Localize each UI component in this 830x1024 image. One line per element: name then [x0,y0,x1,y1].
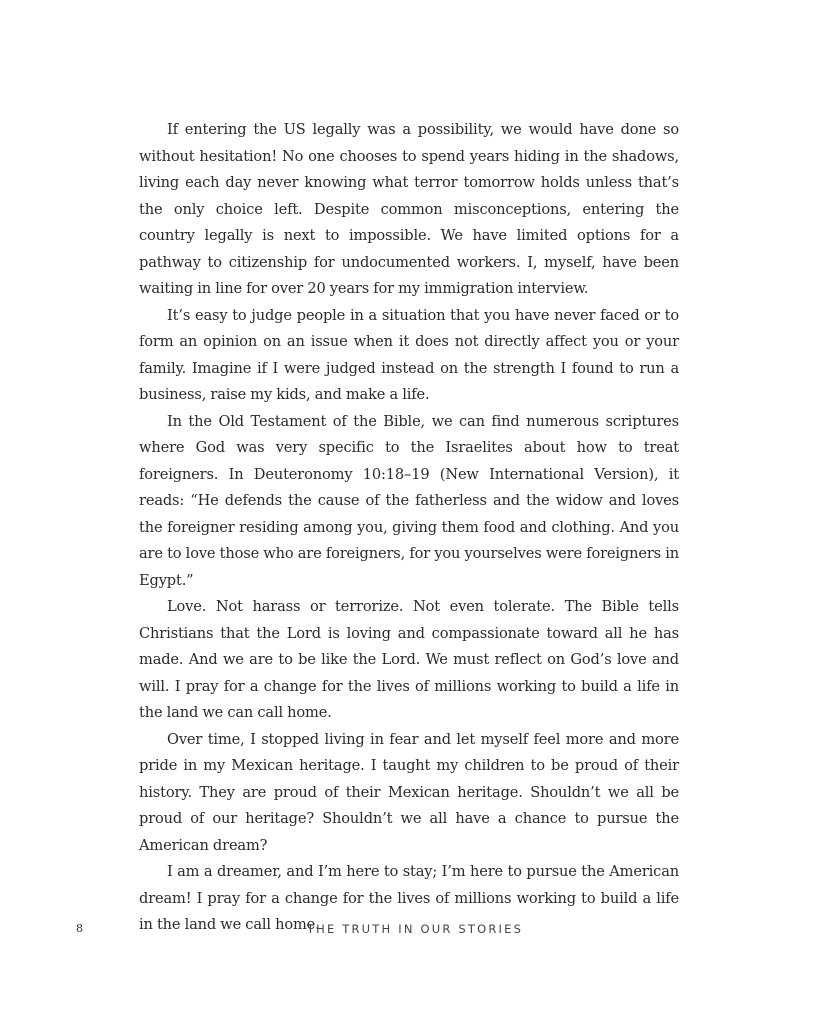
running-footer-title: THE TRUTH IN OUR STORIES [306,922,524,936]
paragraph-4: Love. Not harass or terrorize. Not even tolerate. The Bible tells Christians that the Lord is loving and compassionate toward all he has made. And we are to be like the Lord. We must reflect on God’s love and will. I pray for a change for the lives of millions working to build a life in the land we can call home. [139,598,679,721]
paragraph-6: I am a dreamer, and I’m here to stay; I’m here to pursue the American dream! I pray for a change for the lives of millions working to build a life in the land we call home. [139,863,679,933]
paragraph-5: Over time, I stopped living in fear and let myself feel more and more pride in my Mexican heritage. I taught my children to be proud of their history. They are proud of their Mexican heritage. Shouldn’t we all be proud of our heritage? Shouldn’t we all have a chance to pursue the American dream? [139,730,679,854]
paragraph-3: In the Old Testament of the Bible, we can find numerous scriptures where God was very specific to the Israelites about how to treat foreigners. In Deuteronomy 10:18–19 (New International Version), it reads: “He defends the cause of the fatherless and the widow and loves the foreigner residing among you, giving them food and clothing. And you are to love those who are foreigners, for you yourselves were foreigners in Egypt.” [139,412,679,589]
paragraph-2: It’s easy to judge people in a situation that you have never faced or to form an opinion on an issue when it does not directly affect you or your family. Imagine if I were judged instead on the strength I found to run a business, raise my kids, and make a life. [139,306,679,403]
page-number: 8 [76,922,83,935]
paragraph-1: If entering the US legally was a possibility, we would have done so without hesitation! No one chooses to spend years hiding in the shadows, living each day never knowing what terror tomorrow holds unless that’s the only choice left. Despite common misconceptions, entering the country legally is next to impossible. We have limited options for a pathway to citizenship for undocumented workers. I, myself, have been waiting in line for over 20 years for my immigration interview. [139,121,679,297]
body-text [139,117,679,939]
